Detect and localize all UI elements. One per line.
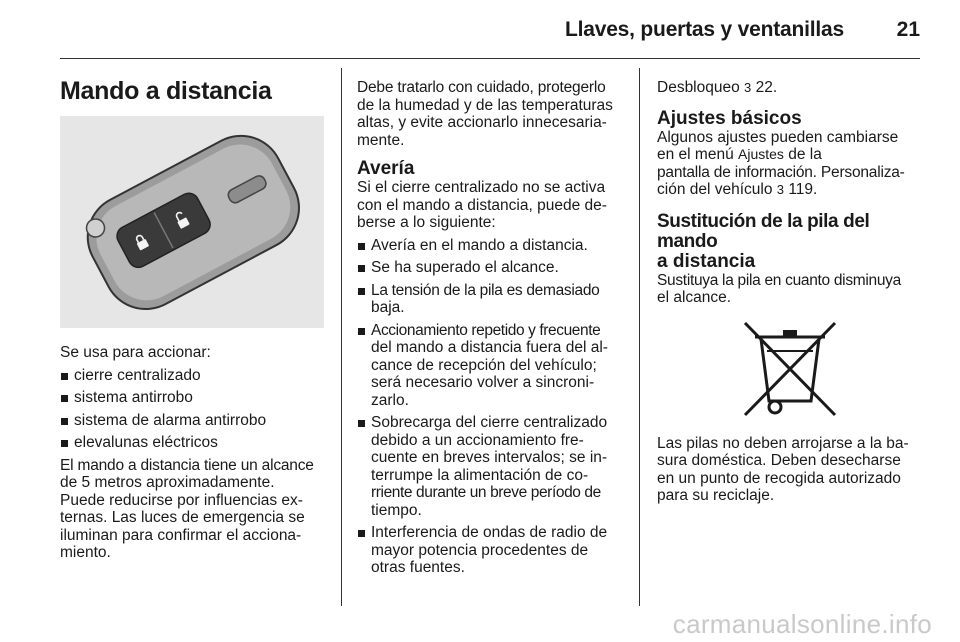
- disposal-paragraph: Las pilas no deben arrojarse a la ba- sura doméstica. Deben desecharse en un punto de recogida autorizado para su reciclaje.: [657, 434, 909, 504]
- header-title: Llaves, puertas y ventanillas: [564, 18, 844, 41]
- desbloqueo-ref: Desbloqueo 3 22.: [657, 79, 778, 96]
- fault-list: [357, 237, 629, 577]
- column-divider-2: [639, 68, 640, 606]
- watermark: carmanualsonline.info: [672, 609, 932, 639]
- heading-pila: Sustitución de la pila del mando a distancia: [657, 210, 870, 272]
- pila-paragraph: Sustituya la pila en cuanto disminuya el alcance.: [657, 271, 901, 306]
- crossed-bin-icon: [737, 315, 843, 423]
- page-header: [60, 18, 920, 44]
- bullet-icon: [61, 373, 68, 380]
- bullet-icon: [358, 530, 365, 537]
- page-reference-icon: 3: [744, 80, 752, 95]
- list-item: sistema de alarma antirrobo: [60, 412, 328, 430]
- usage-list: [60, 367, 328, 452]
- list-item: Interferencia de ondas de radio de mayor potencia procedentes de otras fuentes.: [357, 524, 629, 577]
- list-item: sistema antirrobo: [60, 389, 328, 407]
- ajustes-paragraph: Algunos ajustes pueden cambiarse en el menú Ajustes de la pantalla de información. Personaliza- ción del vehículo 3 119.: [657, 128, 905, 198]
- column-3: [657, 79, 923, 505]
- care-paragraph: Debe tratarlo con cuidado, protegerlo de la humedad y de las temperaturas altas, y evite accionarlo innecesaria- mente.: [357, 79, 613, 149]
- column-2: [357, 79, 629, 577]
- bullet-icon: [61, 395, 68, 402]
- list-item: Avería en el mando a distancia.: [357, 237, 629, 255]
- page-number: 21: [896, 18, 920, 41]
- bullet-icon: [61, 418, 68, 425]
- weee-bin-illustration: [737, 315, 843, 423]
- column-1: [60, 70, 328, 562]
- heading-averia: Avería: [357, 158, 415, 179]
- list-item: elevalunas eléctricos: [60, 434, 328, 452]
- bullet-icon: [358, 328, 365, 335]
- bullet-icon: [358, 243, 365, 250]
- column-divider-1: [341, 68, 342, 606]
- range-paragraph: El mando a distancia tiene un alcance de 5 metros aproximadamente. Puede reducirse por influencias ex- ternas. Las luces de emergencia se iluminan para confirmar el acciona- miento.: [60, 456, 314, 561]
- heading-ajustes: Ajustes básicos: [657, 107, 802, 129]
- list-item: Sobrecarga del cierre centralizado debido a un accionamiento fre- cuente en breves intervalos; se in- terrumpe la alimentación de co- rriente durante un breve período de tiempo.: [357, 414, 629, 519]
- bullet-icon: [61, 440, 68, 447]
- section-title: Mando a distancia: [60, 77, 272, 105]
- bullet-icon: [358, 265, 365, 272]
- list-item: La tensión de la pila es demasiado baja.: [357, 282, 629, 317]
- key-fob-illustration: [60, 116, 324, 328]
- averia-intro: Si el cierre centralizado no se activa con el mando a distancia, puede de- berse a lo siguiente:: [357, 179, 607, 231]
- list-item: Accionamiento repetido y frecuente del mando a distancia fuera del al- cance de recepción del vehículo; será necesario volver a sincroni- zarlo.: [357, 322, 629, 410]
- list-item: Se ha superado el alcance.: [357, 259, 629, 277]
- page-reference-icon: 3: [776, 182, 785, 197]
- bullet-icon: [358, 420, 365, 427]
- bullet-icon: [358, 288, 365, 295]
- list-item: cierre centralizado: [60, 367, 328, 385]
- usage-intro: Se usa para accionar:: [60, 344, 211, 361]
- header-rule: [60, 58, 920, 59]
- key-fob-image: [60, 116, 324, 328]
